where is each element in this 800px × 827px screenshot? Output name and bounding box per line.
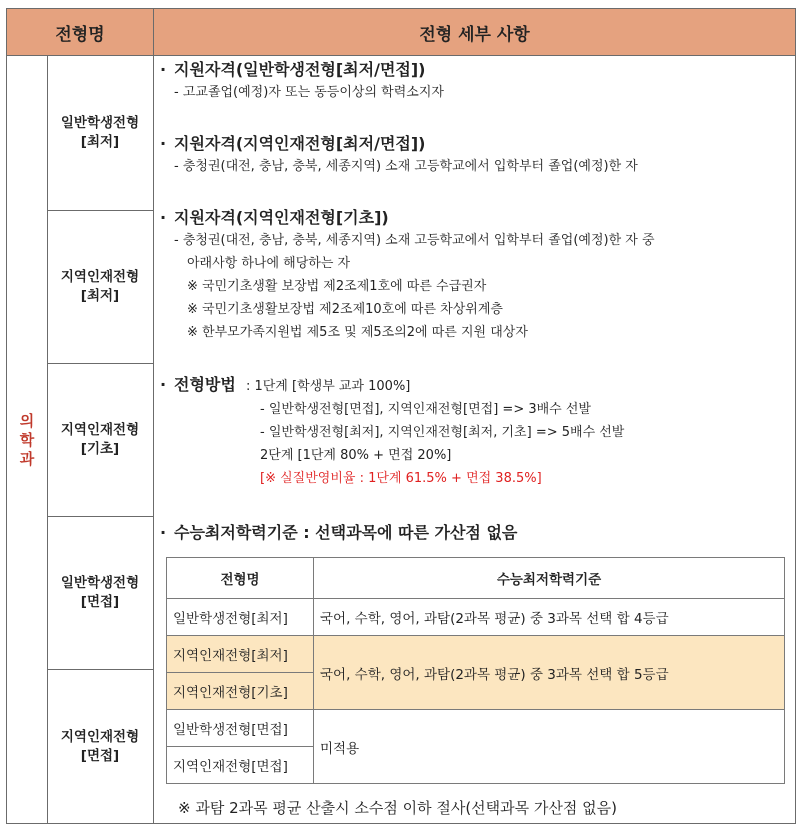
column-header: 전형명 — [167, 558, 314, 599]
dept-char: 의 — [19, 411, 35, 430]
bullet-icon: · — [160, 208, 167, 227]
section-selection-method — [160, 373, 624, 490]
bullet-icon: · — [160, 60, 167, 79]
section-note: ※ 국민기초생활보장법 제2조제10호에 따른 차상위계층 — [187, 302, 503, 317]
track-general-min — [48, 56, 152, 210]
table-row — [167, 599, 785, 636]
criteria-cell: 국어, 수학, 영어, 과탐(2과목 평균) 중 3과목 선택 합 4등급 — [314, 599, 785, 636]
section-eligibility-regional — [160, 132, 638, 178]
track-name: 일반학생전형 — [60, 575, 140, 591]
section-title: 지원자격(지역인재전형[최저/면접]) — [174, 134, 426, 153]
track-name: 지역인재전형 — [60, 269, 140, 285]
track-general-interview — [48, 517, 152, 669]
track-sub: [최저] — [80, 288, 120, 304]
track-divider — [153, 56, 154, 824]
table-row — [167, 710, 785, 747]
section-note: ※ 국민기초생활 보장법 제2조제1호에 따른 수급권자 — [187, 279, 487, 294]
section-title: 전형방법 — [174, 375, 236, 394]
header-details: 전형 세부 사항 — [419, 24, 530, 45]
section-title: 수능최저학력기준 : 선택과목에 따른 가산점 없음 — [174, 523, 518, 542]
stage2-text: 2단계 [1단계 80% + 면접 20%] — [260, 448, 452, 463]
section-csat-minimum — [160, 521, 517, 544]
method-detail: - 일반학생전형[면접], 지역인재전형[면접] => 3배수 선발 — [260, 402, 591, 417]
section-line: - 충청권(대전, 충남, 충북, 세종지역) 소재 고등학교에서 입학부터 졸업(예정)한 자 중 — [174, 233, 655, 248]
table-header-row — [167, 558, 785, 599]
department-label — [7, 56, 47, 824]
track-name: 지역인재전형 — [60, 422, 140, 438]
track-cell: 지역인재전형[기초] — [167, 673, 314, 710]
track-cell: 지역인재전형[면접] — [167, 747, 314, 784]
footnote: ※ 과탐 2과목 평균 산출시 소수점 이하 절사(선택과목 가산점 없음) — [178, 799, 617, 817]
track-sub: [최저] — [80, 134, 120, 150]
bullet-icon: · — [160, 375, 167, 394]
criteria-cell: 국어, 수학, 영어, 과탐(2과목 평균) 중 3과목 선택 합 5등급 — [314, 636, 785, 710]
track-sub: [기초] — [80, 441, 120, 457]
bullet-icon: · — [160, 523, 167, 542]
track-cell: 일반학생전형[최저] — [167, 599, 314, 636]
section-note: ※ 한부모가족지원법 제5조 및 제5조의2에 따른 지원 대상자 — [187, 325, 528, 340]
stage1-text: : 1단계 [학생부 교과 100%] — [245, 379, 411, 394]
section-title: 지원자격(일반학생전형[최저/면접]) — [174, 60, 426, 79]
csat-minimum-table — [166, 557, 785, 784]
section-title: 지원자격(지역인재전형[기초]) — [174, 208, 389, 227]
track-regional-basic — [48, 364, 152, 516]
section-line: - 충청권(대전, 충남, 충북, 세종지역) 소재 고등학교에서 입학부터 졸업(예정)한 자 — [174, 159, 638, 174]
header-track-name: 전형명 — [55, 24, 105, 45]
criteria-cell: 미적용 — [314, 710, 785, 784]
section-eligibility-basic — [160, 206, 655, 344]
section-line: - 고교졸업(예정)자 또는 동등이상의 학력소지자 — [174, 85, 444, 100]
column-header: 수능최저학력기준 — [314, 558, 785, 599]
method-detail: - 일반학생전형[최저], 지역인재전형[최저, 기초] => 5배수 선발 — [260, 425, 625, 440]
section-eligibility-general — [160, 58, 444, 104]
track-cell: 일반학생전형[면접] — [167, 710, 314, 747]
track-sub: [면접] — [80, 748, 120, 764]
track-name: 지역인재전형 — [60, 729, 140, 745]
section-line: 아래사항 하나에 해당하는 자 — [187, 256, 351, 271]
track-regional-interview — [48, 670, 152, 824]
track-regional-min — [48, 211, 152, 363]
dept-char: 과 — [19, 449, 35, 468]
track-name: 일반학생전형 — [60, 115, 140, 131]
track-cell: 지역인재전형[최저] — [167, 636, 314, 673]
header-divider — [153, 8, 154, 56]
dept-char: 학 — [19, 430, 35, 449]
table-row — [167, 636, 785, 673]
bullet-icon: · — [160, 134, 167, 153]
effective-ratio: [※ 실질반영비율 : 1단계 61.5% + 면접 38.5%] — [260, 471, 542, 486]
track-sub: [면접] — [80, 594, 120, 610]
table-header — [6, 8, 796, 56]
